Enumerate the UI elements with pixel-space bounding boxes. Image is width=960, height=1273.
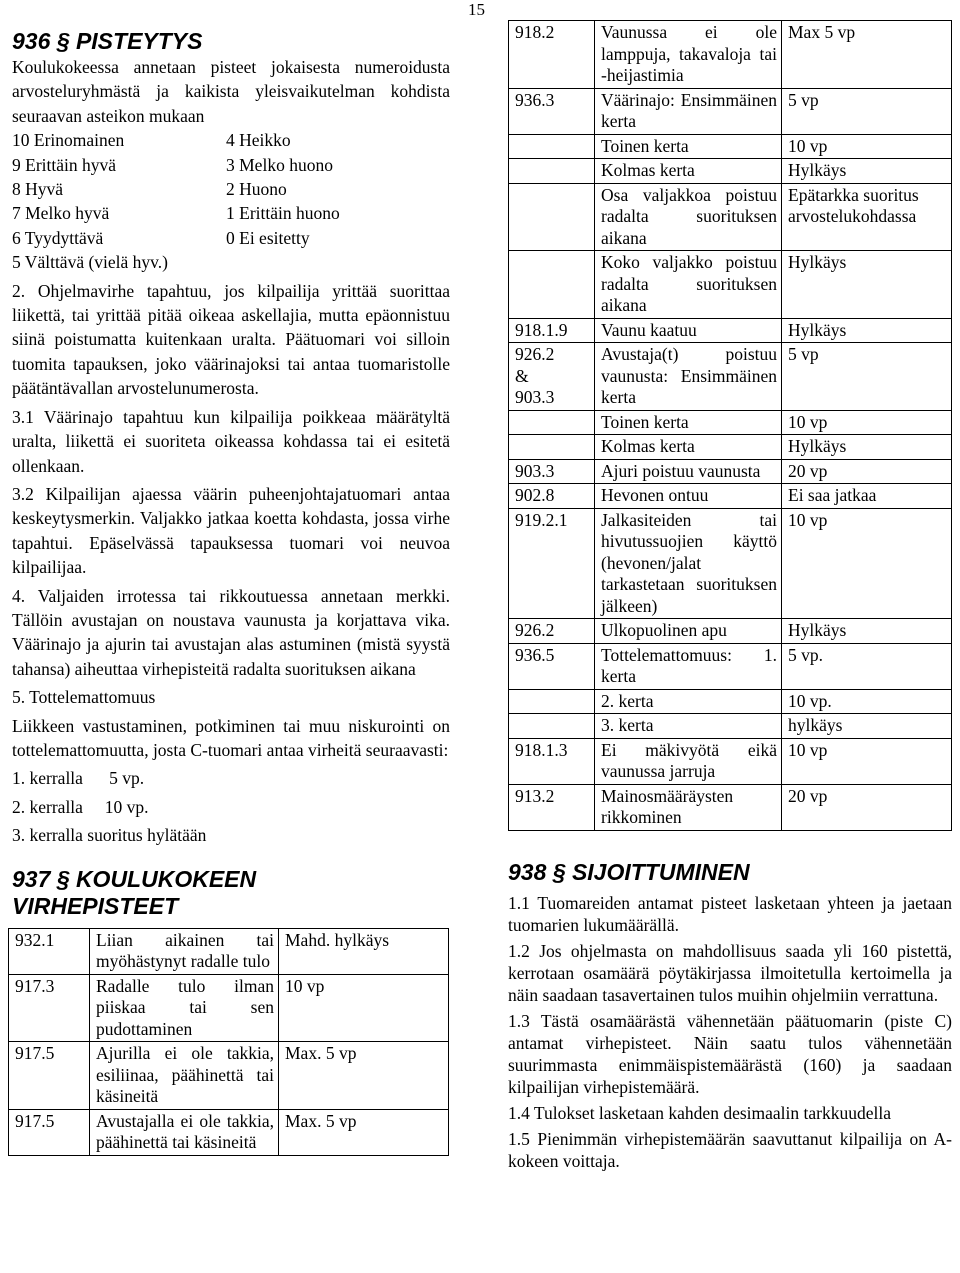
scale-item: 8 Hyvä xyxy=(12,179,64,200)
table-row xyxy=(509,714,952,739)
scale-item: 1 Erittäin huono xyxy=(226,203,340,224)
section-938-paragraphs xyxy=(508,892,952,1172)
table-row xyxy=(509,435,952,460)
scale-item: 2 Huono xyxy=(226,179,287,200)
rule-code xyxy=(509,343,595,411)
rule-code: 917.3 xyxy=(9,974,90,1042)
table-row xyxy=(509,784,952,830)
table-row xyxy=(509,643,952,689)
rule-paragraph: 3.2 Kilpailijan ajaessa väärin puheenjohtajatuomari antaa keskeytysmerkin. Valjakko jatkaa koetta kohdasta, jossa virhe tapahtui. Epäselvässä tapauksessa tuomari voi neuvoa kilpailijaa. xyxy=(12,483,450,578)
rule-description: Toinen kerta xyxy=(595,410,782,435)
penalty-count-line: 2. kerralla 10 vp. xyxy=(12,796,149,817)
rule-code: 936.5 xyxy=(509,643,595,689)
rule-description: Radalle tulo ilman piiskaa tai sen pudottaminen xyxy=(90,974,279,1042)
rule-penalty: 10 vp xyxy=(782,738,952,784)
scale-item: 0 Ei esitetty xyxy=(226,227,310,248)
scale-item: 5 Välttävä (vielä hyv.) xyxy=(12,252,168,273)
penalty-count-line: 3. kerralla suoritus hylätään xyxy=(12,825,207,846)
rule-code xyxy=(509,714,595,739)
left-column xyxy=(12,28,450,1156)
table-row xyxy=(509,134,952,159)
table-row xyxy=(509,159,952,184)
rule-penalty: 10 vp xyxy=(279,974,449,1042)
rule-description: Kolmas kerta xyxy=(595,159,782,184)
rule-penalty: Mahd. hylkäys xyxy=(279,928,449,974)
table-row xyxy=(509,183,952,251)
rule-description: Hevonen ontuu xyxy=(595,484,782,509)
table-row xyxy=(9,928,449,974)
rule-description: Toinen kerta xyxy=(595,134,782,159)
rule-code: 926.2 xyxy=(509,619,595,644)
rule-code: 917.5 xyxy=(9,1109,90,1155)
penalty-counts xyxy=(12,766,450,847)
rule-paragraph: 2. Ohjelmavirhe tapahtuu, jos kilpailija yrittää suorittaa liikettä, tai yrittää pitää oikeaa askellajia, mutta epäonnistuu siinä poistumatta kuitenkaan uralta. Päätuomari voi silloin tuomita tapauksen, joko väärinajoksi tai antaa tuomaristolle päätäntävallan arvostelunumerosta. xyxy=(12,280,450,399)
rule-description: Koko valjakko poistuu radalta suorituksen aikana xyxy=(595,251,782,319)
placement-paragraph: 1.2 Jos ohjelmasta on mahdollisuus saada yli 160 pistettä, kerrotaan osamäärä pöytäkirjassa ilmoitetulla kertoimella ja näin saadaan tasavertainen tulos muihin ohjelmiin verrattuna. xyxy=(508,940,952,1005)
rule-description: Osa valjakkoa poistuu radalta suorituksen aikana xyxy=(595,183,782,251)
table-row xyxy=(509,318,952,343)
rule-code xyxy=(509,410,595,435)
rule-paragraph: 3.1 Väärinajo tapahtuu kun kilpailija poikkeaa määrätyltä uralta, liikettä ei suoriteta oikeassa kohdassa tai ei esitetä ollenkaan. xyxy=(12,406,450,476)
rule-penalty: Hylkäys xyxy=(782,435,952,460)
table-row xyxy=(9,974,449,1042)
rule-description: Ulkopuolinen apu xyxy=(595,619,782,644)
table-row xyxy=(509,343,952,411)
rule-description: Avustaja(t) poistuu vaunusta: Ensimmäinen kerta xyxy=(595,343,782,411)
rule-paragraph: 5. Tottelemattomuus xyxy=(12,687,156,708)
rule-code xyxy=(509,251,595,319)
table-row xyxy=(9,1042,449,1110)
scale-item xyxy=(226,250,450,274)
rule-description: 3. kerta xyxy=(595,714,782,739)
rule-penalty: hylkäys xyxy=(782,714,952,739)
rule-penalty: Epätarkka suoritus arvostelukohdassa xyxy=(782,183,952,251)
rule-penalty: Max. 5 vp xyxy=(279,1042,449,1110)
table-row xyxy=(509,88,952,134)
rule-description: Kolmas kerta xyxy=(595,435,782,460)
rule-code: 902.8 xyxy=(509,484,595,509)
rule-penalty: Hylkäys xyxy=(782,159,952,184)
rule-code xyxy=(509,159,595,184)
rule-description: Vaunussa ei ole lamppuja, takavaloja tai -heijastimia xyxy=(595,21,782,89)
penalty-table-continued xyxy=(508,20,952,831)
rule-penalty: Ei saa jatkaa xyxy=(782,484,952,509)
rule-description: 2. kerta xyxy=(595,689,782,714)
table-row xyxy=(509,619,952,644)
section-938-title: 938 § SIJOITTUMINEN xyxy=(508,858,750,885)
table-row xyxy=(509,508,952,619)
rule-penalty: 10 vp. xyxy=(782,689,952,714)
page-number: 15 xyxy=(468,0,485,19)
rule-description: Ajuri poistuu vaunusta xyxy=(595,459,782,484)
rule-paragraph: Liikkeen vastustaminen, potkiminen tai muu niskurointi on tottelemattomuutta, josta C-tuomari antaa virheitä seuraavasti: xyxy=(12,715,450,760)
rule-penalty: 20 vp xyxy=(782,784,952,830)
rule-code: 918.2 xyxy=(509,21,595,89)
scale-item: 9 Erittäin hyvä xyxy=(12,154,117,175)
rule-penalty: 20 vp xyxy=(782,459,952,484)
rule-code: 919.2.1 xyxy=(509,508,595,619)
rule-penalty: 5 vp. xyxy=(782,643,952,689)
placement-paragraph: 1.4 Tulokset lasketaan kahden desimaalin tarkkuudella xyxy=(508,1102,891,1123)
rule-code: 918.1.9 xyxy=(509,318,595,343)
rule-code: 918.1.3 xyxy=(509,738,595,784)
rule-description: Mainosmääräysten rikkominen xyxy=(595,784,782,830)
section-936-title: 936 § PISTEYTYS xyxy=(12,28,203,54)
table-row xyxy=(9,1109,449,1155)
rule-penalty: 10 vp xyxy=(782,410,952,435)
table-row xyxy=(509,410,952,435)
penalty-count-line: 1. kerralla 5 vp. xyxy=(12,768,145,789)
table-row xyxy=(509,459,952,484)
table-row xyxy=(509,689,952,714)
placement-paragraph: 1.5 Pienimmän virhepistemäärän saavuttanut kilpailija on A-kokeen voittaja. xyxy=(508,1128,952,1171)
rule-code: 913.2 xyxy=(509,784,595,830)
scale-item: 7 Melko hyvä xyxy=(12,203,110,224)
rule-penalty: 10 vp xyxy=(782,134,952,159)
rule-description: Väärinajo: Ensimmäinen kerta xyxy=(595,88,782,134)
placement-paragraph: 1.3 Tästä osamäärästä vähennetään päätuomarin (piste C) antamat virhepisteet. Näin saatu tulos vähennetään suurimmasta enimmäispistemäärästä (160) ja saadaan kilpailijan virhepistemäärä. xyxy=(508,1010,952,1097)
rule-penalty: Max. 5 vp xyxy=(279,1109,449,1155)
section-937-title xyxy=(12,866,450,920)
rule-penalty: 10 vp xyxy=(782,508,952,619)
table-row xyxy=(509,484,952,509)
placement-paragraph: 1.1 Tuomareiden antamat pisteet lasketaan yhteen ja jaetaan tuomarien lukumäärällä. xyxy=(508,892,952,935)
rule-code xyxy=(509,435,595,460)
section-937-title-line2: VIRHEPISTEET xyxy=(12,892,179,919)
rule-code xyxy=(509,134,595,159)
rule-code: 917.5 xyxy=(9,1042,90,1110)
rule-code xyxy=(509,183,595,251)
rules-paragraphs xyxy=(12,279,450,763)
scale-item: 10 Erinomainen xyxy=(12,130,125,151)
rule-code-part: 926.2 xyxy=(515,344,555,364)
scale-item: 3 Melko huono xyxy=(226,154,333,175)
rule-penalty: Max 5 vp xyxy=(782,21,952,89)
table-row xyxy=(509,738,952,784)
rule-code: 932.1 xyxy=(9,928,90,974)
rule-description: Vaunu kaatuu xyxy=(595,318,782,343)
rule-code-part: & xyxy=(515,365,529,386)
rule-penalty: Hylkäys xyxy=(782,251,952,319)
scale-item: 6 Tyydyttävä xyxy=(12,227,104,248)
rule-penalty: Hylkäys xyxy=(782,619,952,644)
table-row xyxy=(509,251,952,319)
rule-description: Avustajalla ei ole takkia, päähinettä tai käsineitä xyxy=(90,1109,279,1155)
rule-description: Ei mäkivyötä eikä vaunussa jarruja xyxy=(595,738,782,784)
intro-paragraph: Koulukokeessa annetaan pisteet jokaisesta numeroidusta arvosteluryhmästä ja kaikista yleisvaikutelman kohdista seuraavan asteikon mukaan xyxy=(12,57,450,126)
section-937-title-line1: 937 § KOULUKOKEEN xyxy=(12,865,257,892)
rule-penalty: Hylkäys xyxy=(782,318,952,343)
rule-penalty: 5 vp xyxy=(782,88,952,134)
rule-code-part: 903.3 xyxy=(515,387,555,407)
rule-description: Jalkasiteiden tai hivutussuojien käyttö (hevonen/jalat tarkastetaan suorituksen jälkeen) xyxy=(595,508,782,619)
rule-description: Tottelemattomuus: 1. kerta xyxy=(595,643,782,689)
rule-code: 903.3 xyxy=(509,459,595,484)
rule-paragraph: 4. Valjaiden irrotessa tai rikkoutuessa annetaan merkki. Tällöin avustajan on noustava vaunusta ja korjattava vika. Väärinajo ja ajurin tai avustajan alas astuminen (mistä syystä tahansa) aiheuttaa virhepisteitä radalta suorituksen aikana xyxy=(12,585,450,679)
table-row xyxy=(509,21,952,89)
rule-code xyxy=(509,689,595,714)
scale-item: 4 Heikko xyxy=(226,130,291,151)
rule-description: Liian aikainen tai myöhästynyt radalle tulo xyxy=(90,928,279,974)
rule-code: 936.3 xyxy=(509,88,595,134)
grading-scale xyxy=(12,128,450,274)
rule-description: Ajurilla ei ole takkia, esiliinaa, päähinettä tai käsineitä xyxy=(90,1042,279,1110)
right-column xyxy=(508,20,952,1172)
penalty-table-937 xyxy=(8,928,449,1156)
rule-penalty: 5 vp xyxy=(782,343,952,411)
